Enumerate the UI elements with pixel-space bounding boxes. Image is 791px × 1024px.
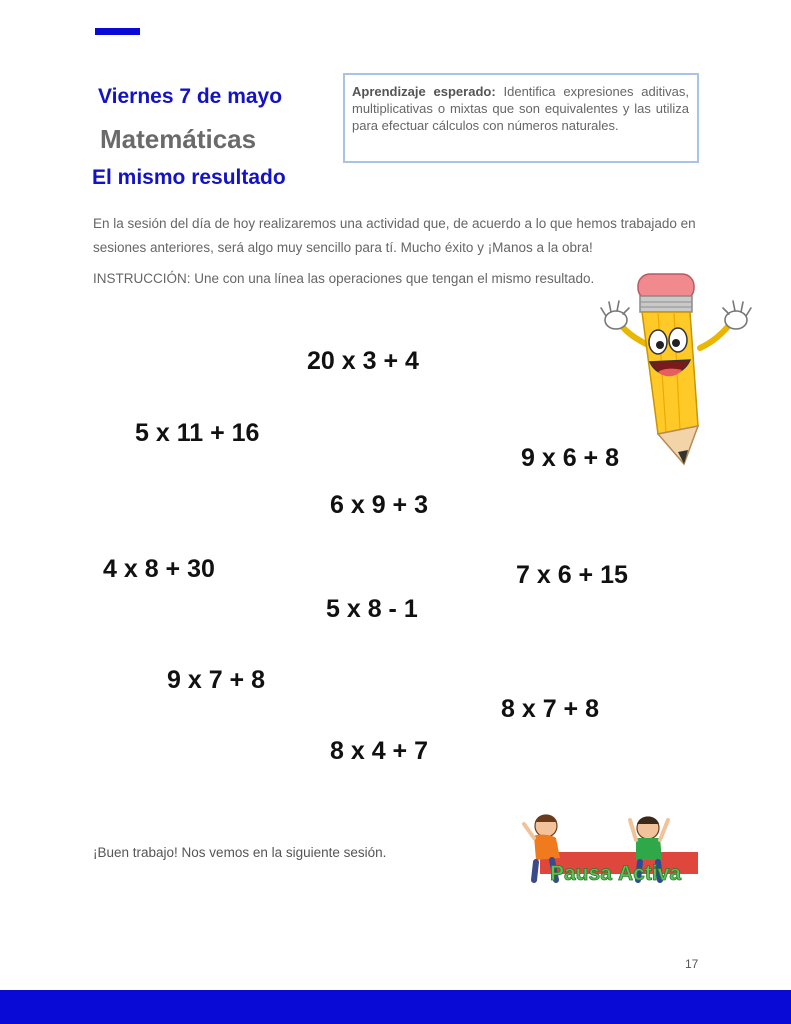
expression-item: 9 x 6 + 8 — [521, 444, 619, 472]
expression-item: 5 x 11 + 16 — [135, 419, 260, 447]
expression-item: 7 x 6 + 15 — [516, 561, 628, 589]
pausa-activa-illustration — [520, 806, 700, 888]
activa-word: Activa — [618, 862, 682, 885]
subject-title: Matemáticas — [100, 124, 257, 154]
expression-item: 4 x 8 + 30 — [103, 555, 215, 583]
lesson-topic: El mismo resultado — [92, 166, 286, 189]
expression-item: 9 x 7 + 8 — [167, 666, 265, 694]
pencil-mascot-illustration — [598, 268, 754, 474]
pausa-word: Pausa — [550, 862, 612, 885]
expression-item: 5 x 8 - 1 — [326, 595, 418, 623]
expression-item: 8 x 4 + 7 — [330, 737, 428, 765]
expression-item: 8 x 7 + 8 — [501, 695, 599, 723]
expression-item: 6 x 9 + 3 — [330, 491, 428, 519]
bottom-footer-bar — [0, 990, 791, 1024]
instruction-paragraph: INSTRUCCIÓN: Une con una línea las operaciones que tengan el mismo resultado. — [93, 271, 595, 286]
lesson-date: Viernes 7 de mayo — [98, 85, 283, 108]
learning-objective-text: Identifica expresiones aditivas, multiplicativas o mixtas que son equivalentes y las utiliza para efectuar cálculos con números naturales. — [352, 84, 689, 133]
top-accent-bar — [95, 28, 140, 35]
learning-objective-box — [343, 73, 699, 163]
closing-message: ¡Buen trabajo! Nos vemos en la siguiente sesión. — [93, 845, 387, 860]
expression-item: 20 x 3 + 4 — [307, 347, 419, 375]
learning-objective-label: Aprendizaje esperado: — [352, 84, 496, 99]
intro-paragraph: En la sesión del día de hoy realizaremos una actividad que, de acuerdo a lo que hemos trabajado en sesiones anteriores, será algo muy sencillo para tí. Mucho éxito y ¡Manos a la obra! — [93, 216, 696, 255]
page-number: 17 — [685, 957, 699, 971]
